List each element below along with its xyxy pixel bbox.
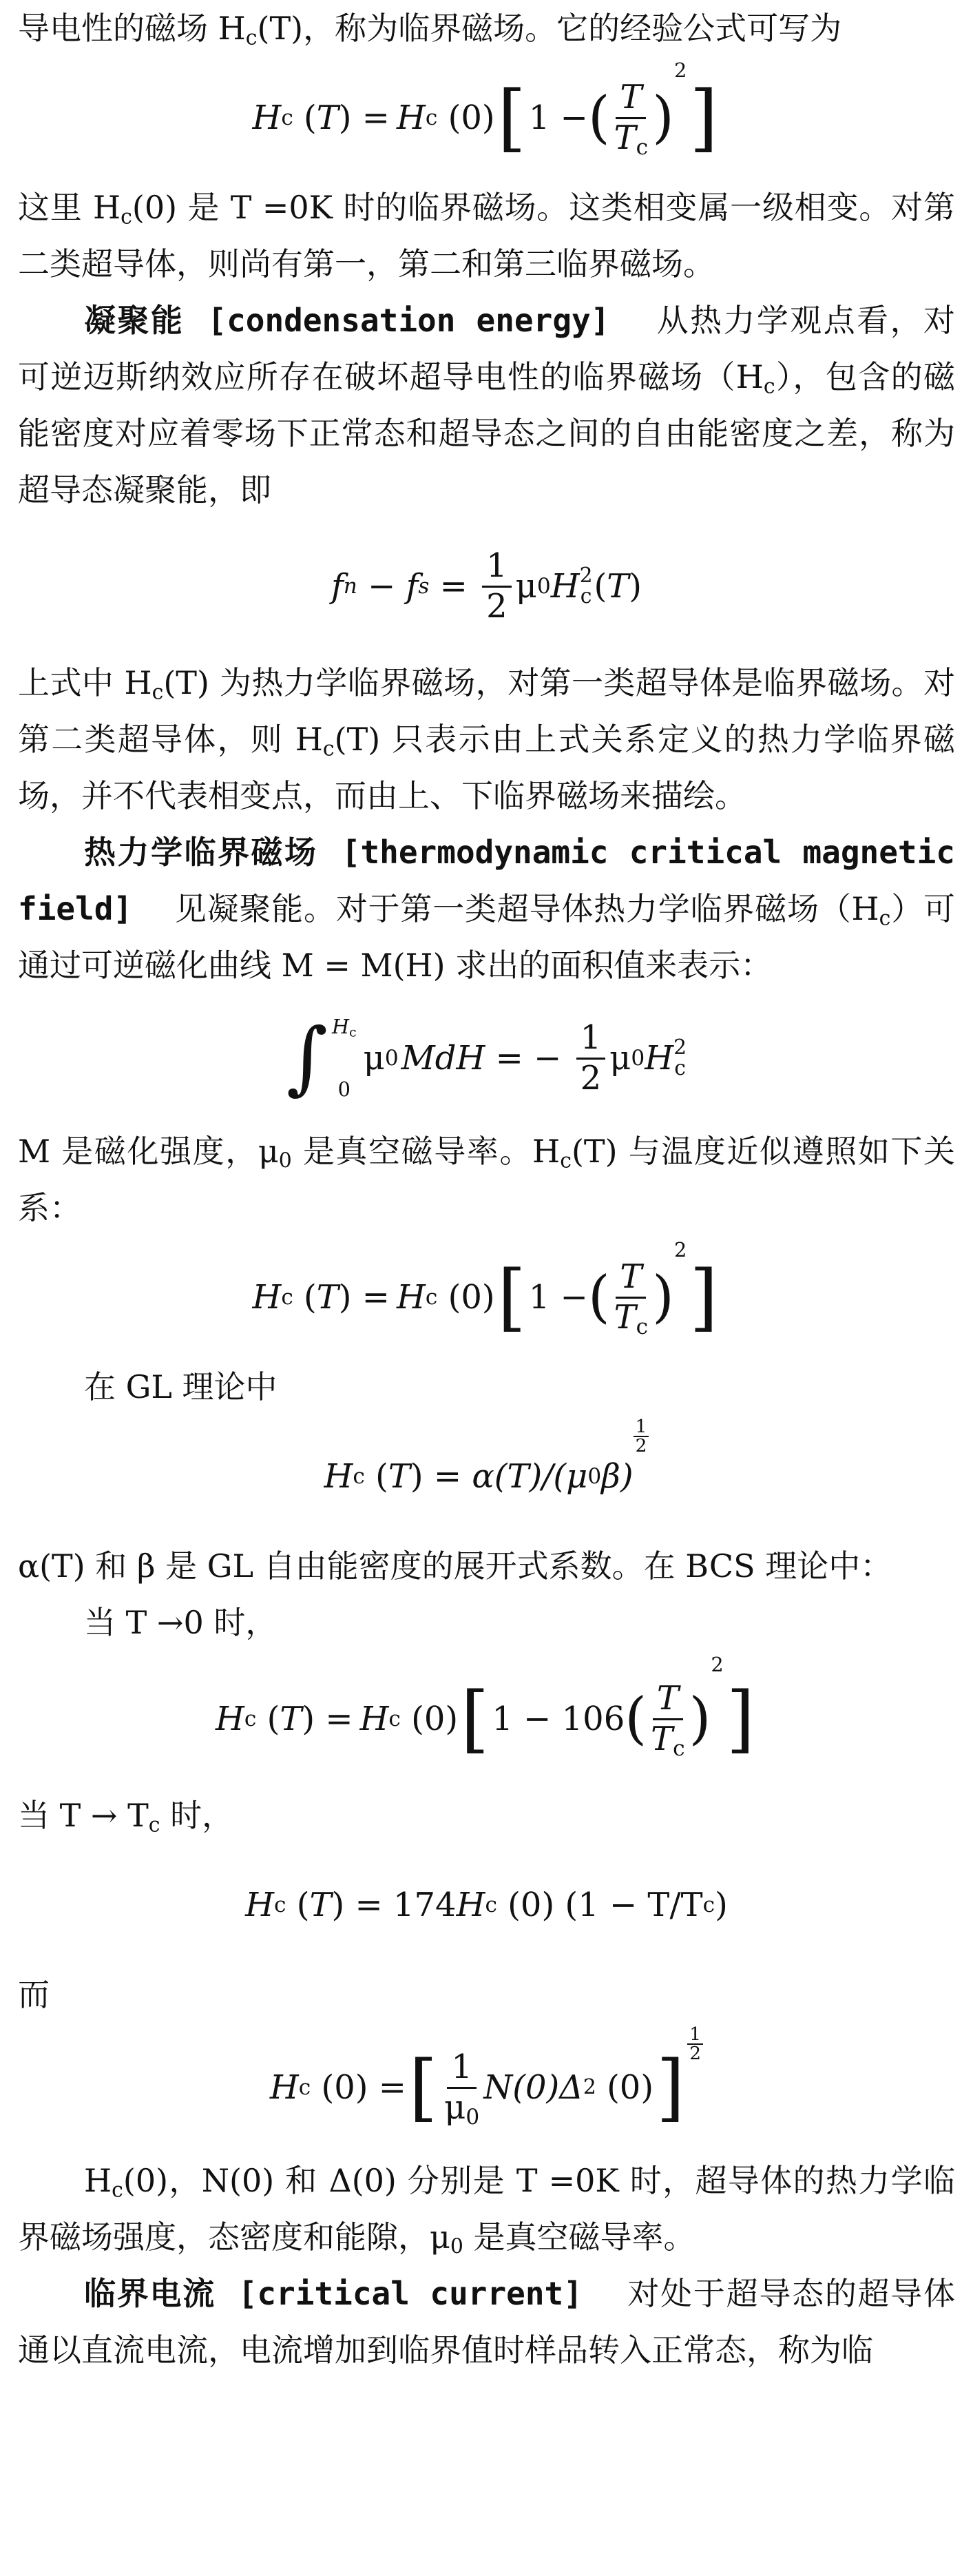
paragraph: 上式中 $H_c(T)$ 为热力学临界磁场，对第一类超导体是临界磁场。对第二类超导体，则 $H_c(T)$ 只表示由上式关系定义的热力学临界磁场，并不代表相变点，而由上、下临界磁场来描绘。 xyxy=(18,664,955,814)
entry-english: [critical current] xyxy=(238,2275,583,2312)
equation-bcs-near-tc: H c ( T ) = 174 H c ( 0 ) (1 − T/T c ) xyxy=(245,1886,728,1924)
paragraph: 当 $T \to T_c$ 时， xyxy=(18,1797,234,1837)
paragraph: $H_c(0)$，N(0) 和 Δ(0) 分别是 T =0K 时，超导体的热力学临界磁场强度，态密度和能隙，$\mu_0$ 是真空磁导率。 xyxy=(18,2162,955,2259)
equation-bcs-low-t: H c ( T ) = H c ( 0 ) [ 1 − 106 ( $\frac{T}{T_c}$ ) 2 ] xyxy=(216,1653,755,1762)
paragraph: α(T) 和 β 是 GL 自由能密度的展开式系数。在 BCS 理论中： xyxy=(18,1547,892,1585)
entry-term: 热力学临界磁场 xyxy=(84,834,318,871)
equation-condensation-energy: f n − f s = $\frac{1}{2}$ μ 0 H 2 c ( T ) xyxy=(331,546,642,626)
entry-body: 对处于超导态的超导体通以直流电流，电流增加到临界值时样品转入正常态，称为临 xyxy=(18,2275,956,2369)
entry-cross-reference: 见凝聚能。 xyxy=(174,890,336,927)
equation-hc0: H c ( 0 ) = [ $\frac{1}{\mu_0}$ N(0)Δ 2 (0) ] $\frac{1}{2}$ xyxy=(18,2032,955,2143)
entry-term: 临界电流 xyxy=(84,2275,216,2312)
entry-thermodynamic-critical-field xyxy=(18,824,955,993)
paragraph: 在 GL 理论中 xyxy=(84,1368,278,1405)
equation-integral: ∫ $H_c$ 0 μ 0 MdH = − $\frac{1}{2}$ μ 0 H 2 c xyxy=(286,1011,687,1104)
paragraph: M 是磁化强度，$\mu_0$ 是真空磁导率。$H_c(T)$ 与温度近似遵照如下关系： xyxy=(18,1133,955,1226)
paragraph: 当 T →0 时， xyxy=(84,1604,278,1641)
paragraph: 这里 $H_c(0)$ 是 T =0K 时的临界磁场。这类相变属一级相变。对第二类超导体，则尚有第一，第二和第三临界磁场。 xyxy=(18,189,955,282)
entry-english: [condensation energy] xyxy=(207,302,610,339)
equation-critical-field: H c ( T ) = H c ( 0 ) [ 1 − ( $\frac{T}{T_c}$ ) 2 ] xyxy=(252,59,718,161)
equation-critical-field-repeat: H c ( T ) = H c ( 0 ) [ 1 − ( $\frac{T}{T_c}$ ) 2 ] xyxy=(252,1238,718,1340)
entry-english: [thermodynamic critical magnetic field] xyxy=(18,834,956,927)
equation-gl: H c ( T ) = α(T)/(μ 0 β) $\frac{1}{2}$ xyxy=(18,1425,955,1528)
entry-condensation-energy xyxy=(18,292,955,518)
paragraph: 导电性的磁场 $H_c(T)$，称为临界磁场。它的经验公式可写为 xyxy=(18,10,842,50)
entry-body: 对于第一类超导体热力学临界磁场$(H_c)$可通过可逆磁化曲线 M = M(H) 求出的面积值来表示： xyxy=(18,890,955,984)
entry-term: 凝聚能 xyxy=(84,302,185,339)
entry-critical-current xyxy=(18,2265,955,2378)
entry-body: 从热力学观点看，对可逆迈斯纳效应所存在破坏超导电性的临界磁场$(H_c)$，包含的磁能密度对应着零场下正常态和超导态之间的自由能密度之差，称为超导态凝聚能，即 xyxy=(18,302,956,508)
paragraph: 而 xyxy=(18,1976,50,2013)
